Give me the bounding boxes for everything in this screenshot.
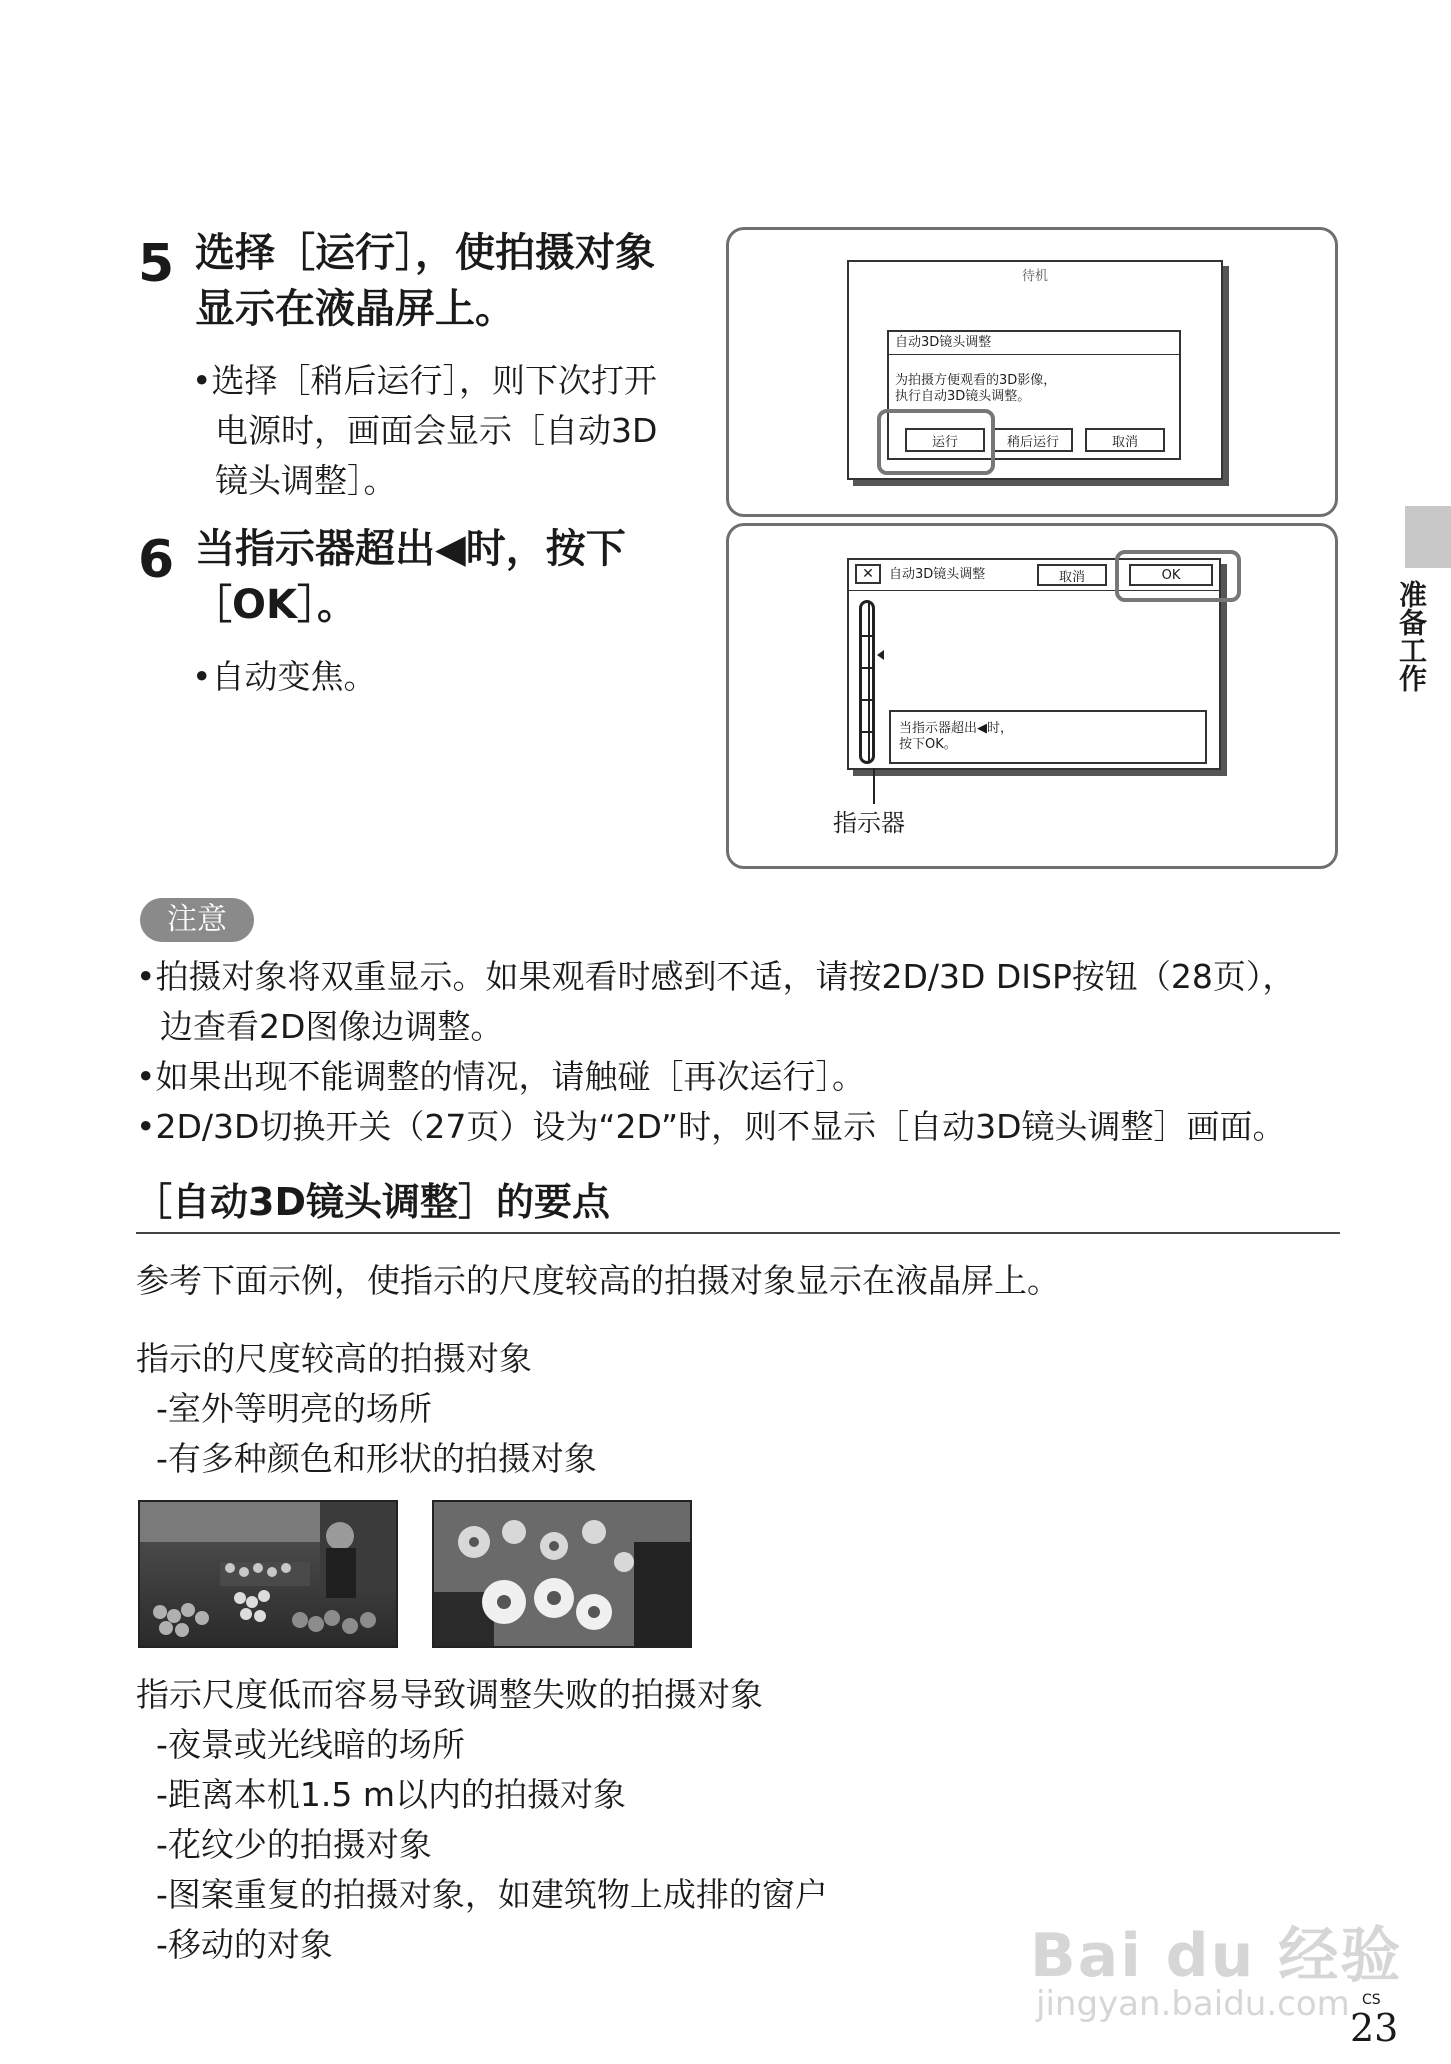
ok-button[interactable]: OK bbox=[1129, 564, 1213, 586]
step-6-number: 6 bbox=[138, 530, 175, 590]
market-photo bbox=[138, 1500, 398, 1648]
baidu-watermark-url: jingyan.baidu.com bbox=[1036, 1984, 1350, 2024]
indicator-axis bbox=[868, 603, 870, 761]
low-scale-item: -移动的对象 bbox=[156, 1925, 333, 1964]
low-scale-item: -图案重复的拍摄对象，如建筑物上成排的窗户 bbox=[156, 1875, 828, 1914]
indicator-tick bbox=[862, 667, 872, 669]
section-rule bbox=[136, 1232, 1340, 1234]
indicator-tick bbox=[862, 635, 872, 637]
indicator-label: 指示器 bbox=[833, 809, 905, 837]
note-2: •如果出现不能调整的情况，请触碰［再次运行］。 bbox=[136, 1057, 865, 1096]
high-scale-title: 指示的尺度较高的拍摄对象 bbox=[136, 1339, 532, 1378]
step-5-bullet-line2: 电源时，画面会显示［自动3D bbox=[215, 411, 658, 450]
run-later-button[interactable]: 稍后运行 bbox=[993, 428, 1073, 452]
section-intro: 参考下面示例，使指示的尺度较高的拍摄对象显示在液晶屏上。 bbox=[136, 1261, 1060, 1300]
step-6-title-line1: 当指示器超出◀时，按下 bbox=[195, 526, 626, 572]
page-lang: CS bbox=[1362, 1992, 1381, 2008]
standby-status: 待机 bbox=[1021, 269, 1048, 284]
page-number: 23 bbox=[1350, 2006, 1399, 2050]
high-scale-item: -有多种颜色和形状的拍摄对象 bbox=[156, 1439, 597, 1478]
close-icon[interactable]: ✕ bbox=[855, 564, 881, 584]
hint-line1: 当指示器超出◀时， bbox=[899, 721, 1013, 736]
ok-button-highlight bbox=[1115, 550, 1241, 602]
note-1-line1: •拍摄对象将双重显示。如果观看时感到不适，请按2D/3D DISP按钮（28页）， bbox=[136, 957, 1296, 996]
step-6-bullet: •自动变焦。 bbox=[192, 657, 377, 696]
adjust-title: 自动3D镜头调整 bbox=[889, 567, 986, 582]
dialog-message-line2: 执行自动3D镜头调整。 bbox=[895, 389, 1031, 404]
high-scale-item: -室外等明亮的场所 bbox=[156, 1389, 432, 1428]
flowers-photo bbox=[432, 1500, 692, 1648]
cancel-button[interactable]: 取消 bbox=[1085, 428, 1165, 452]
illustration-panel-adjust bbox=[726, 523, 1338, 869]
low-scale-item: -夜景或光线暗的场所 bbox=[156, 1725, 465, 1764]
adjust-cancel-button[interactable]: 取消 bbox=[1037, 564, 1107, 586]
step-5-bullet-line1: •选择［稍后运行］，则下次打开 bbox=[192, 361, 657, 400]
indicator-tick bbox=[862, 731, 872, 733]
section-heading: ［自动3D镜头调整］的要点 bbox=[134, 1180, 610, 1224]
low-scale-title: 指示尺度低而容易导致调整失败的拍摄对象 bbox=[136, 1675, 763, 1714]
hint-box bbox=[889, 710, 1207, 764]
run-button-highlight bbox=[877, 409, 995, 475]
step-6-title-line2: ［OK］。 bbox=[192, 582, 357, 628]
indicator-tick bbox=[862, 699, 872, 701]
low-scale-item: -距离本机1.5 m以内的拍摄对象 bbox=[156, 1775, 627, 1814]
indicator-callout-line bbox=[873, 768, 875, 804]
illustration-panel-standby bbox=[726, 227, 1338, 517]
step-5-title-line2: 显示在液晶屏上。 bbox=[195, 286, 515, 332]
run-button[interactable]: 运行 bbox=[905, 428, 985, 452]
side-tab-marker bbox=[1405, 506, 1451, 568]
indicator-bar bbox=[859, 600, 875, 764]
dialog-message-line1: 为拍摄方便观看的3D影像， bbox=[895, 373, 1057, 388]
step-5-title-line1: 选择［运行］，使拍摄对象 bbox=[195, 230, 655, 276]
note-3: •2D/3D切换开关（27页）设为“2D”时，则不显示［自动3D镜头调整］画面。 bbox=[136, 1107, 1286, 1146]
dialog-divider bbox=[889, 354, 1179, 355]
low-scale-item: -花纹少的拍摄对象 bbox=[156, 1825, 432, 1864]
step-5-number: 5 bbox=[138, 234, 175, 294]
threshold-arrow-icon bbox=[877, 650, 884, 660]
side-tab-label: 准备工作 bbox=[1395, 580, 1428, 692]
dialog-title: 自动3D镜头调整 bbox=[895, 335, 992, 350]
notes-badge: 注意 bbox=[140, 898, 254, 942]
step-5-bullet-line3: 镜头调整］。 bbox=[215, 461, 397, 500]
note-1-line2: 边查看2D图像边调整。 bbox=[160, 1007, 504, 1046]
baidu-watermark-logo: Bai du 经验 bbox=[1030, 1921, 1403, 1991]
hint-line2: 按下OK。 bbox=[899, 737, 957, 752]
